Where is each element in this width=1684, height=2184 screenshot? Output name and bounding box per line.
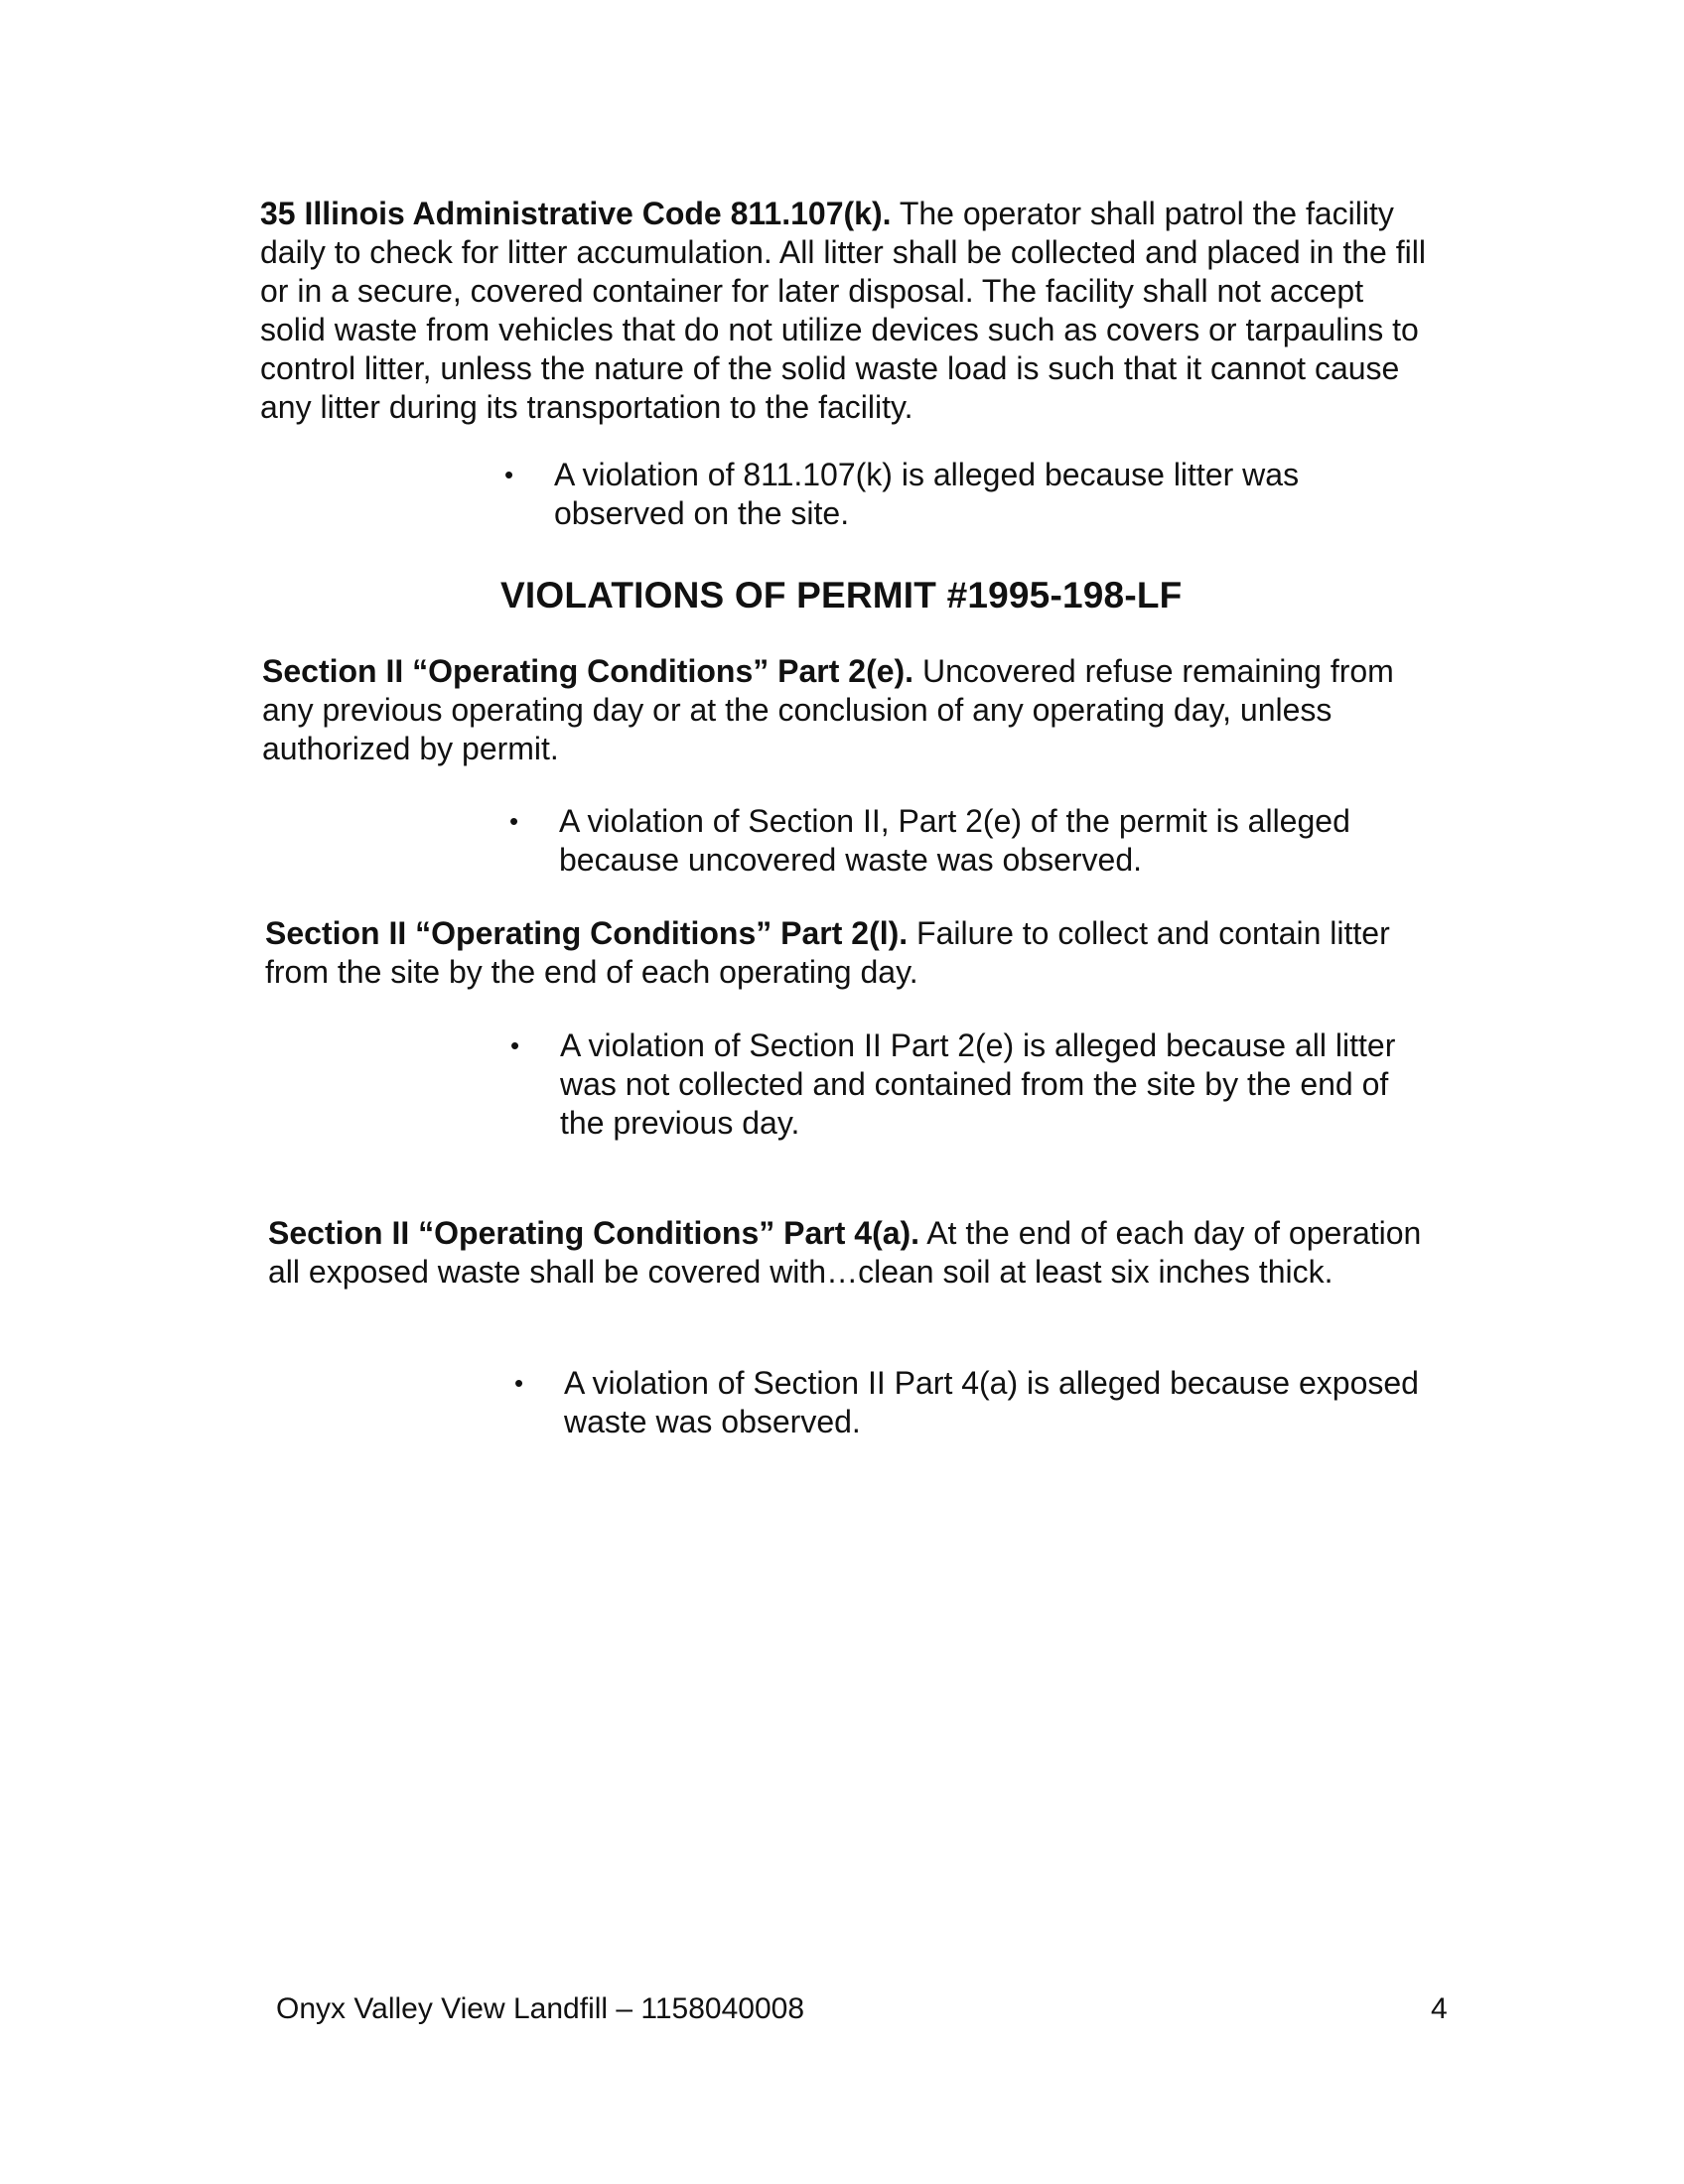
regulation-text: The operator shall patrol the facility daily to check for litter accumulation. All litter shall be collected and placed in the fill or in a secure, covered container for later disposal. The facility shall not accept solid waste from vehicles that do not utilize devices such as covers or tarpaulins to control litter, unless the nature of the solid waste load is such that it cannot cause any litter during its transportation to the facility. — [260, 196, 1426, 425]
violation-text: A violation of Section II, Part 2(e) of the permit is alleged because uncovered waste was observed. — [559, 803, 1350, 878]
section-heading: VIOLATIONS OF PERMIT #1995-198-LF — [500, 575, 1183, 615]
permit-condition-paragraph — [265, 914, 1437, 992]
permit-condition-citation: Section II “Operating Conditions” Part 2(e). — [262, 653, 914, 689]
bullet-icon: • — [514, 1368, 524, 1398]
bullet-icon: • — [509, 806, 519, 836]
violation-text: A violation of 811.107(k) is alleged because litter was observed on the site. — [554, 457, 1300, 531]
bullet-icon: • — [504, 460, 514, 489]
violation-bullet — [504, 456, 1348, 533]
permit-condition-text: At the end of each day of operation all exposed waste shall be covered with…clean soil at least six inches thick. — [268, 1215, 1422, 1290]
permit-condition-citation: Section II “Operating Conditions” Part 2(l). — [265, 915, 909, 951]
footer-facility-id: Onyx Valley View Landfill – 1158040008 — [276, 1992, 805, 2025]
permit-condition-citation: Section II “Operating Conditions” Part 4(a). — [268, 1215, 920, 1251]
permit-condition-text: Uncovered refuse remaining from any previous operating day or at the conclusion of any operating day, unless authorized by permit. — [262, 653, 1394, 766]
regulation-paragraph — [260, 195, 1432, 427]
regulation-citation: 35 Illinois Administrative Code 811.107(k). — [260, 196, 892, 231]
permit-condition-text: Failure to collect and contain litter from the site by the end of each operating day. — [265, 915, 1390, 990]
violation-text: A violation of Section II Part 2(e) is alleged because all litter was not collected and contained from the site by the end of the previous day. — [560, 1027, 1396, 1141]
violation-bullet — [510, 1026, 1434, 1143]
violation-bullet — [514, 1364, 1458, 1441]
bullet-icon: • — [510, 1030, 520, 1060]
permit-condition-paragraph — [268, 1214, 1440, 1292]
violation-text: A violation of Section II Part 4(a) is alleged because exposed waste was observed. — [564, 1365, 1419, 1439]
page-number: 4 — [1431, 1992, 1448, 2025]
violation-bullet — [509, 802, 1413, 880]
permit-condition-paragraph — [262, 652, 1454, 768]
